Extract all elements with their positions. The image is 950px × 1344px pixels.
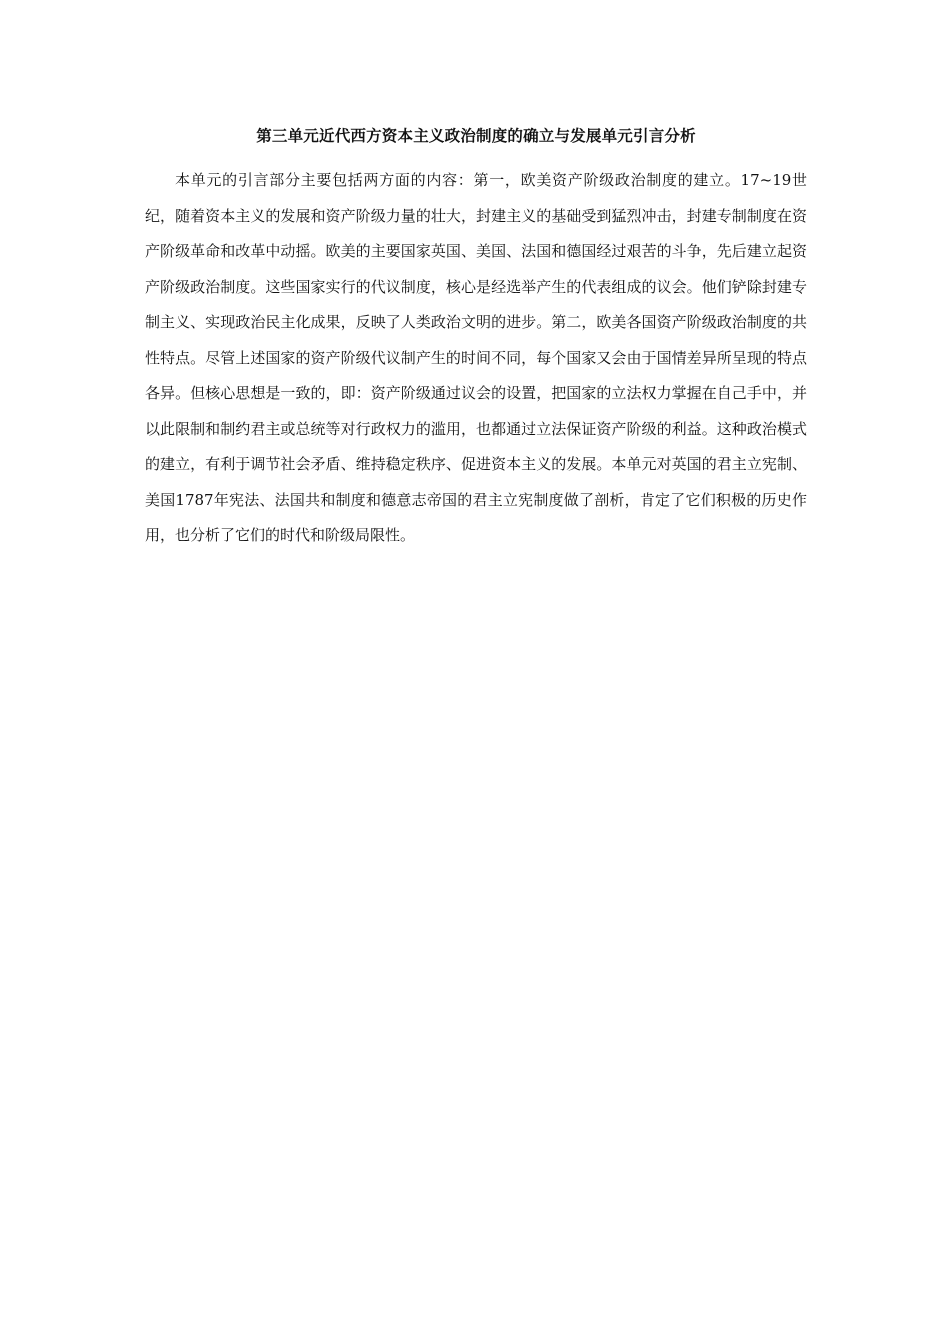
body-paragraph: 本单元的引言部分主要包括两方面的内容：第一，欧美资产阶级政治制度的建立。17~19世纪，随着资本主义的发展和资产阶级力量的壮大，封建主义的基础受到猛烈冲击，封建专制制度在资产阶级革命和改革中动摇。欧美的主要国家英国、美国、法国和德国经过艰苦的斗争，先后建立起资产阶级政治制度。这些国家实行的代议制度，核心是经选举产生的代表组成的议会。他们铲除封建专制主义、实现政治民主化成果，反映了人类政治文明的进步。第二，欧美各国资产阶级政治制度的共性特点。尽管上述国家的资产阶级代议制产生的时间不同，每个国家又会由于国情差异所呈现的特点各异。但核心思想是一致的，即：资产阶级通过议会的设置，把国家的立法权力掌握在自己手中，并以此限制和制约君主或总统等对行政权力的滥用，也都通过立法保证资产阶级的利益。这种政治模式的建立，有利于调节社会矛盾、维持稳定秩序、促进资本主义的发展。本单元对英国的君主立宪制、美国1787年宪法、法国共和制度和德意志帝国的君主立宪制度做了剖析，肯定了它们积极的历史作用，也分析了它们的时代和阶级局限性。 [145, 171, 807, 544]
document-page [145, 125, 807, 554]
document-title: 第三单元近代西方资本主义政治制度的确立与发展单元引言分析 [256, 127, 696, 145]
